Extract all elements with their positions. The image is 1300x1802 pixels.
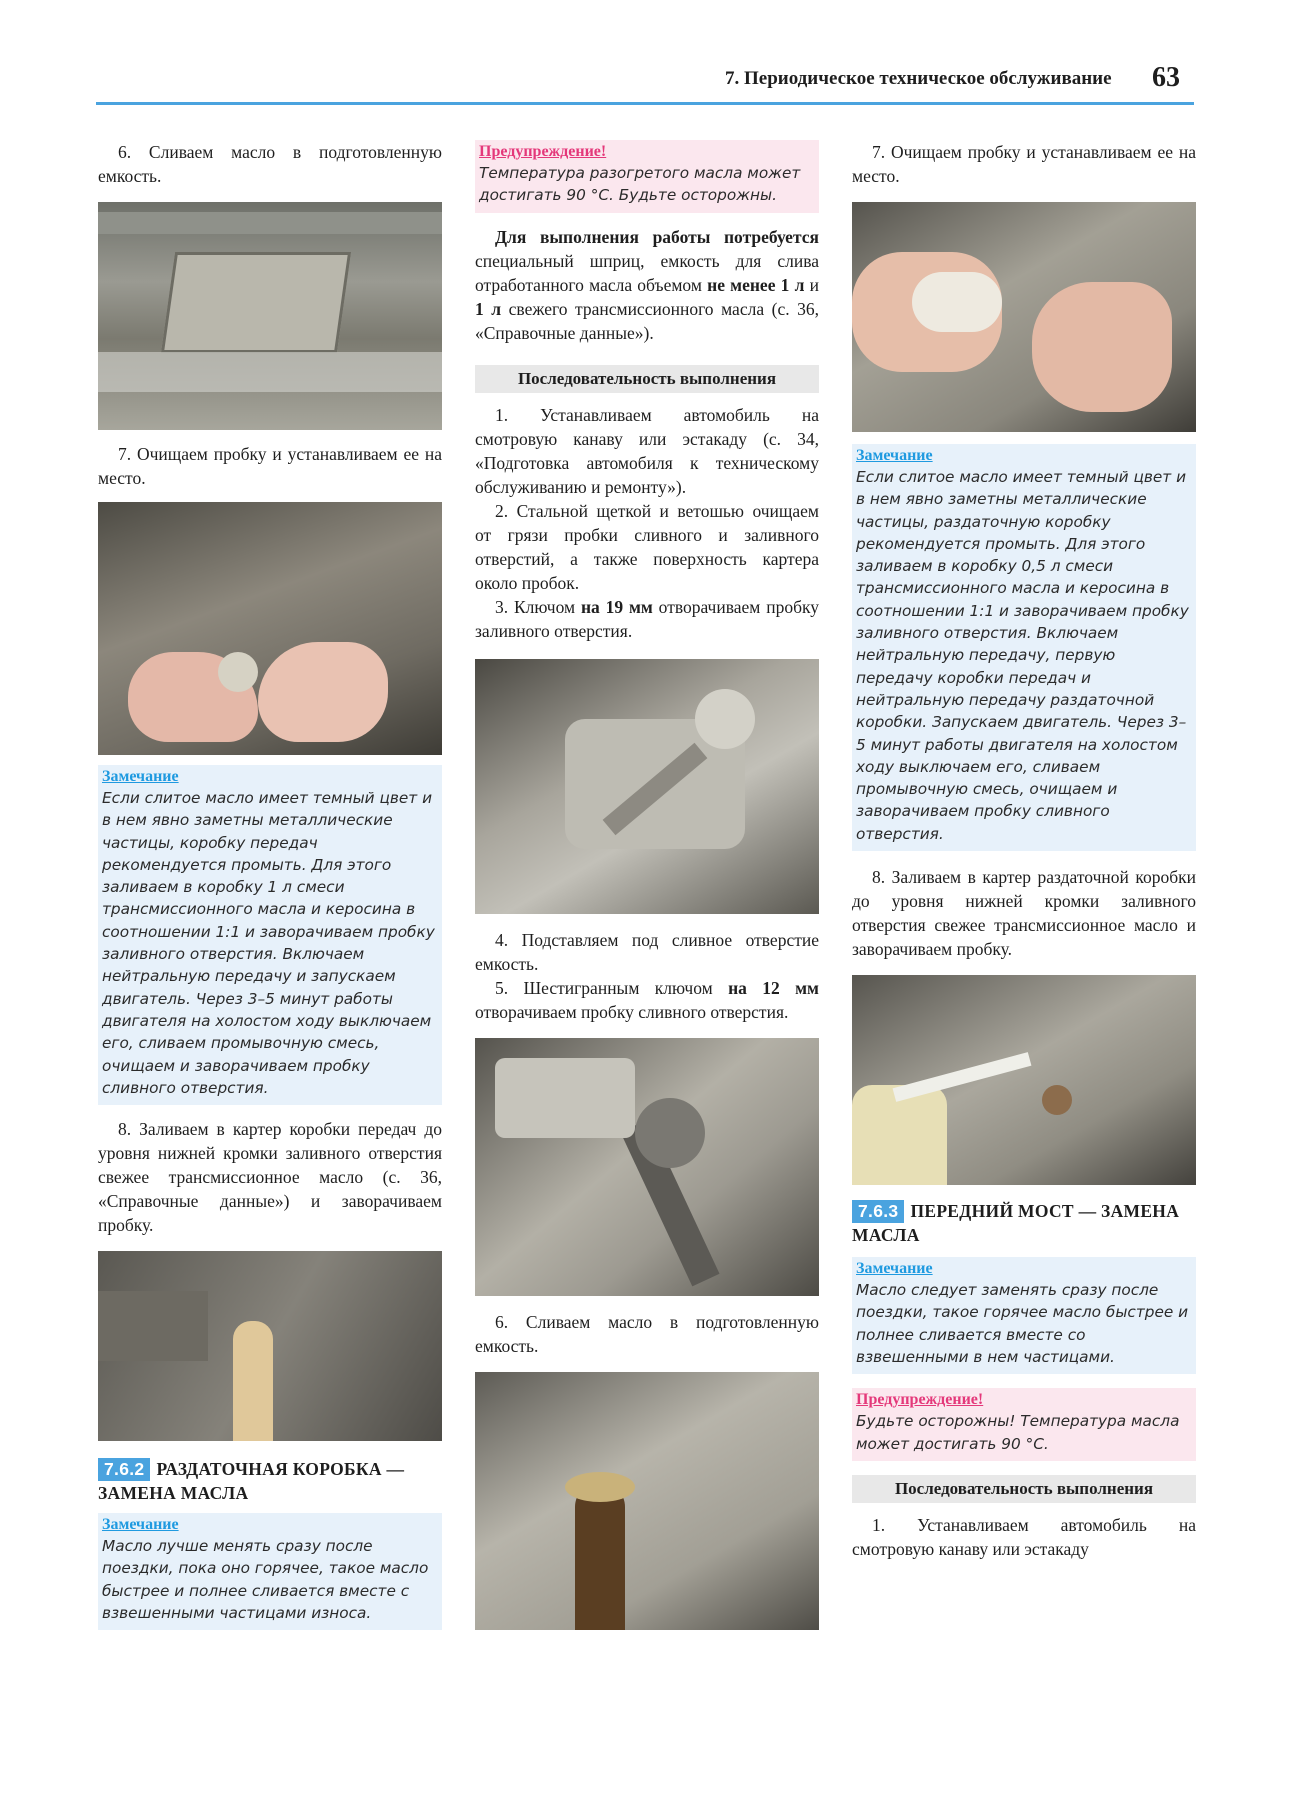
photo-fill-plug: [475, 659, 819, 914]
note-block: [852, 1257, 1196, 1374]
photo-oil-filling: [852, 975, 1196, 1185]
step-text: 8. Заливаем в картер коробки передач до уровня нижней кромки заливного отверстия свежее трансмиссионное масло (с. 36, «Справочные данные») и заворачиваем пробку.: [98, 1119, 442, 1236]
warning-text: Будьте осторожны! Температура масла может достигать 90 °С.: [856, 1412, 1180, 1453]
step-text: 4. Подставляем под сливное отверстие емкость.: [475, 929, 819, 974]
note-block: [852, 444, 1196, 851]
header-rule: [96, 102, 1194, 105]
note-text: Если слитое масло имеет темный цвет и в нем явно заметны металлические частицы, коробку передач рекомендуется промыть. Для этого заливаем в коробку 1 л смеси трансмиссионного масла и керосина в соотношении 1:1 и заворачиваем пробку заливного отверстия. Включаем нейтральную передачу и запускаем двигатель. Через 3–5 минут работы двигателя на холостом ходу выключаем его, сливаем промывочную смесь, очищаем и заворачиваем пробку сливного отверстия.: [102, 789, 435, 1097]
step-text: 5. Шестигранным ключом на 12 мм отворачиваем пробку сливного отверстия.: [475, 977, 819, 1022]
column-right: [852, 140, 1196, 1561]
step-text: 3. Ключом на 19 мм отворачиваем пробку заливного отверстия.: [475, 596, 819, 641]
section-number: 7.6.3: [852, 1200, 904, 1223]
warning-title: Предупреждение!: [856, 1391, 984, 1409]
step-text: 8. Заливаем в картер раздаточной коробки до уровня нижней кромки заливного отверстия свежее трансмиссионное масло и заворачиваем пробку.: [852, 867, 1196, 960]
tools-paragraph: Для выполнения работы потребуется специальный шприц, емкость для слива отработанного масла объемом не менее 1 л и 1 л свежего трансмиссионного масла (с. 36, «Справочные данные»).: [475, 226, 819, 343]
step-text: 6. Сливаем масло в подготовленную емкость.: [98, 142, 442, 186]
warning-block: [852, 1388, 1196, 1461]
section-heading: [98, 1457, 442, 1505]
note-block: [98, 1513, 442, 1630]
section-title: ПЕРЕДНИЙ МОСТ — ЗАМЕНА МАСЛА: [852, 1201, 1180, 1246]
note-text: Если слитое масло имеет темный цвет и в нем явно заметны металлические частицы, раздаточную коробку рекомендуется промыть. Для этого заливаем в коробку 0,5 л смеси трансмиссионного масла и керосина в соотношении 1:1 и заворачиваем пробку заливного отверстия. Включаем нейтральную передачу, первую передачу коробки передач и нейтральную передачу раздаточной коробки. Запускаем двигатель. Через 3–5 минут работы двигателя на холостом ходу выключаем его, сливаем промывочную смесь, очищаем и заворачиваем пробку сливного отверстия.: [856, 468, 1189, 843]
section-number: 7.6.2: [98, 1458, 150, 1481]
photo-plug-cleaning: [98, 502, 442, 755]
column-middle: [475, 140, 819, 1630]
section-title: РАЗДАТОЧНАЯ КОРОБКА — ЗАМЕНА МАСЛА: [98, 1459, 405, 1504]
photo-drain-plug: [475, 1038, 819, 1296]
section-heading: [852, 1199, 1196, 1247]
step-text: 7. Очищаем пробку и устанавливаем ее на место.: [852, 142, 1196, 186]
photo-plug-cleaning-2: [852, 202, 1196, 432]
step-text: 7. Очищаем пробку и устанавливаем ее на место.: [98, 444, 442, 488]
note-text: Масло лучше менять сразу после поездки, пока оно горячее, такое масло быстрее и полнее сливается вместе с взвешенными частицами износа.: [102, 1537, 429, 1623]
header-title: 7. Периодическое техническое обслуживание: [725, 68, 1112, 89]
warning-title: Предупреждение!: [479, 143, 607, 160]
note-title: Замечание: [856, 1260, 933, 1278]
note-title: Замечание: [856, 447, 933, 464]
step-text: 2. Стальной щеткой и ветошью очищаем от грязи пробки сливного и заливного отверстий, а также поверхность картера около пробок.: [475, 500, 819, 593]
warning-text: Температура разогретого масла может достигать 90 °С. Будьте осторожны.: [479, 164, 801, 205]
note-title: Замечание: [102, 1516, 179, 1534]
column-left: [98, 140, 442, 1630]
note-title: Замечание: [102, 768, 179, 785]
page-number: 63: [1152, 62, 1180, 93]
step-text: 1. Устанавливаем автомобиль на смотровую канаву или эстакаду (с. 34, «Подготовка автомобиля к техническому обслуживанию и ремонту»).: [475, 404, 819, 497]
note-block: [98, 765, 442, 1105]
photo-gearbox-drain: [98, 202, 442, 430]
tools-lead: Для выполнения работы потребуется: [495, 226, 819, 247]
sequence-heading: Последовательность выполнения: [852, 1475, 1196, 1503]
note-text: Масло следует заменять сразу после поездки, такое горячее масло быстрее и полнее сливается вместе со взвешенными в нем частицами.: [856, 1281, 1189, 1366]
photo-oil-draining: [475, 1372, 819, 1630]
sequence-heading: Последовательность выполнения: [475, 365, 819, 393]
photo-transfer-case: [98, 1251, 442, 1441]
step-text: 1. Устанавливаем автомобиль на смотровую канаву или эстакаду: [852, 1514, 1196, 1559]
step-text: 6. Сливаем масло в подготовленную емкость.: [475, 1311, 819, 1356]
warning-block: [475, 140, 819, 213]
